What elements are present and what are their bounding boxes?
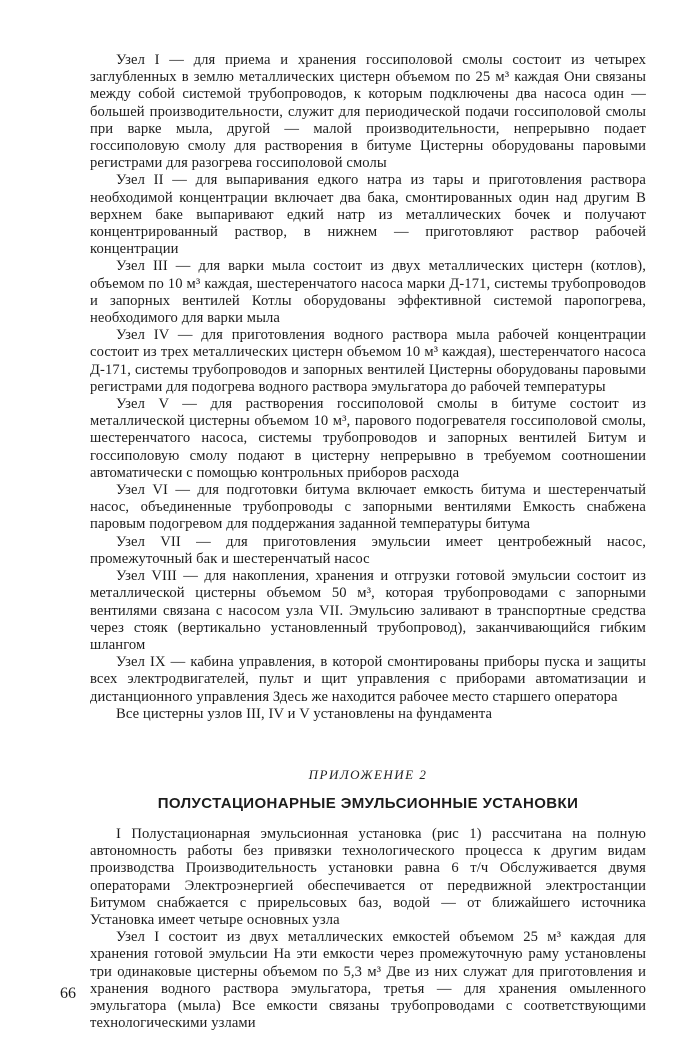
paragraph-node-3: Узел III — для варки мыла состоит из двух металлических цистерн (котлов), объемом по 10 м³ каждая, шестеренчатого насоса марки Д-171, системы трубопроводов и запорных вентилей Котлы оборудованы эффективной системой паропогрева, необходимого для варки мыла [90,258,646,327]
paragraph-node-6: Узел VI — для подготовки битума включает емкость битума и шестеренчатый насос, объединенные трубопроводы с запорными вентилями Емкость снабжена паровым подогревом для поддержания заданной температуры битума [90,482,646,533]
paragraph-installation-node-1: Узел I состоит из двух металлических емкостей объемом 25 м³ каждая для хранения готовой эмульсии На эти емкости через промежуточную раму установлены три одинаковые цистерны объемом по 5,3 м³ Две из них служат для приготовления и хранения водного раствора эмульгатора, третья — для хранения омыленного эмульгатора (мыла) Все емкости связаны трубопроводами с соответствующими технологическими узлами [90,929,646,1032]
paragraph-node-5: Узел V — для растворения госсиполовой смолы в битуме состоит из металлической цистерны объемом 10 м³, парового подогревателя госсиполовой смолы, шестеренчатого насоса, системы трубопроводов и запорных вентилей Битум и госсиполовую смолу подают в цистерну непрерывно в требуемом соотношении автоматически с помощью контрольных приборов расхода [90,396,646,481]
paragraph-node-7: Узел VII — для приготовления эмульсии имеет центробежный насос, промежуточный бак и шестеренчатый насос [90,533,646,567]
page-number: 66 [60,985,76,1002]
page-content [90,52,646,1032]
paragraph-installation-intro: I Полустационарная эмульсионная установка (рис 1) рассчитана на полную автономность работы без привязки технологического процесса к другим видам производства Производительность установки равна 6 т/ч Обслуживается двумя операторами Электроэнергией обеспечивается от передвижной электростанции Битумом снабжается с прирельсовых баз, водой — от ближайшего источника Установка имеет четыре основных узла [90,825,646,928]
paragraph-node-1: Узел I — для приема и хранения госсиполовой смолы состоит из четырех заглубленных в землю металлических цистерн объемом по 25 м³ каждая Они связаны между собой системой трубопроводов, к которым подключены два насоса один — большей производительности, служит для периодической подачи госсиполовой смолы при варке мыла, другой — малой производительности, непрерывно подает госсиполовую смолу для растворения в битуме Цистерны оборудованы паровыми регистрами для разогрева госсиполовой смолы [90,52,646,172]
paragraph-node-8: Узел VIII — для накопления, хранения и отгрузки готовой эмульсии состоит из металлической цистерны объемом 50 м³, которая трубопроводами с запорными вентилями связана с насосом узла VII. Эмульсию заливают в транспортные средства через стояк (вертикально установленный трубопровод), заканчивающийся гибким шлангом [90,568,646,653]
appendix-label: ПРИЛОЖЕНИЕ 2 [308,766,428,782]
section-spacer [90,723,646,767]
paragraph-node-2: Узел II — для выпаривания едкого натра из тары и приготовления раствора необходимой концентрации включает два бака, смонтированных один над другим В верхнем баке выпаривают едкий натр из металлических бочек и получают концентрированный раствор, в нижнем — приготовляют раствор рабочей концентрации [90,172,646,258]
paragraph-node-4: Узел IV — для приготовления водного раствора мыла рабочей концентрации состоит из трех металлических цистерн объемом 10 м³ каждая), шестеренчатого насоса Д-171, системы трубопроводов и запорных вентилей Цистерны оборудованы паровыми регистрами для подогрева водного раствора эмульгатора до рабочей температуры [90,327,646,395]
paragraph-tanks-foundation: Все цистерны узлов III, IV и V установлены на фундамента [116,705,493,722]
section-title: ПОЛУСТАЦИОНАРНЫЕ ЭМУЛЬСИОННЫЕ УСТАНОВКИ [157,794,579,812]
paragraph-node-9: Узел IX — кабина управления, в которой смонтированы приборы пуска и защиты всех электродвигателей, пульт и щит управления с приборами автоматизации и дистанционного управления Здесь же находится рабочее место старшего оператора [90,654,646,705]
